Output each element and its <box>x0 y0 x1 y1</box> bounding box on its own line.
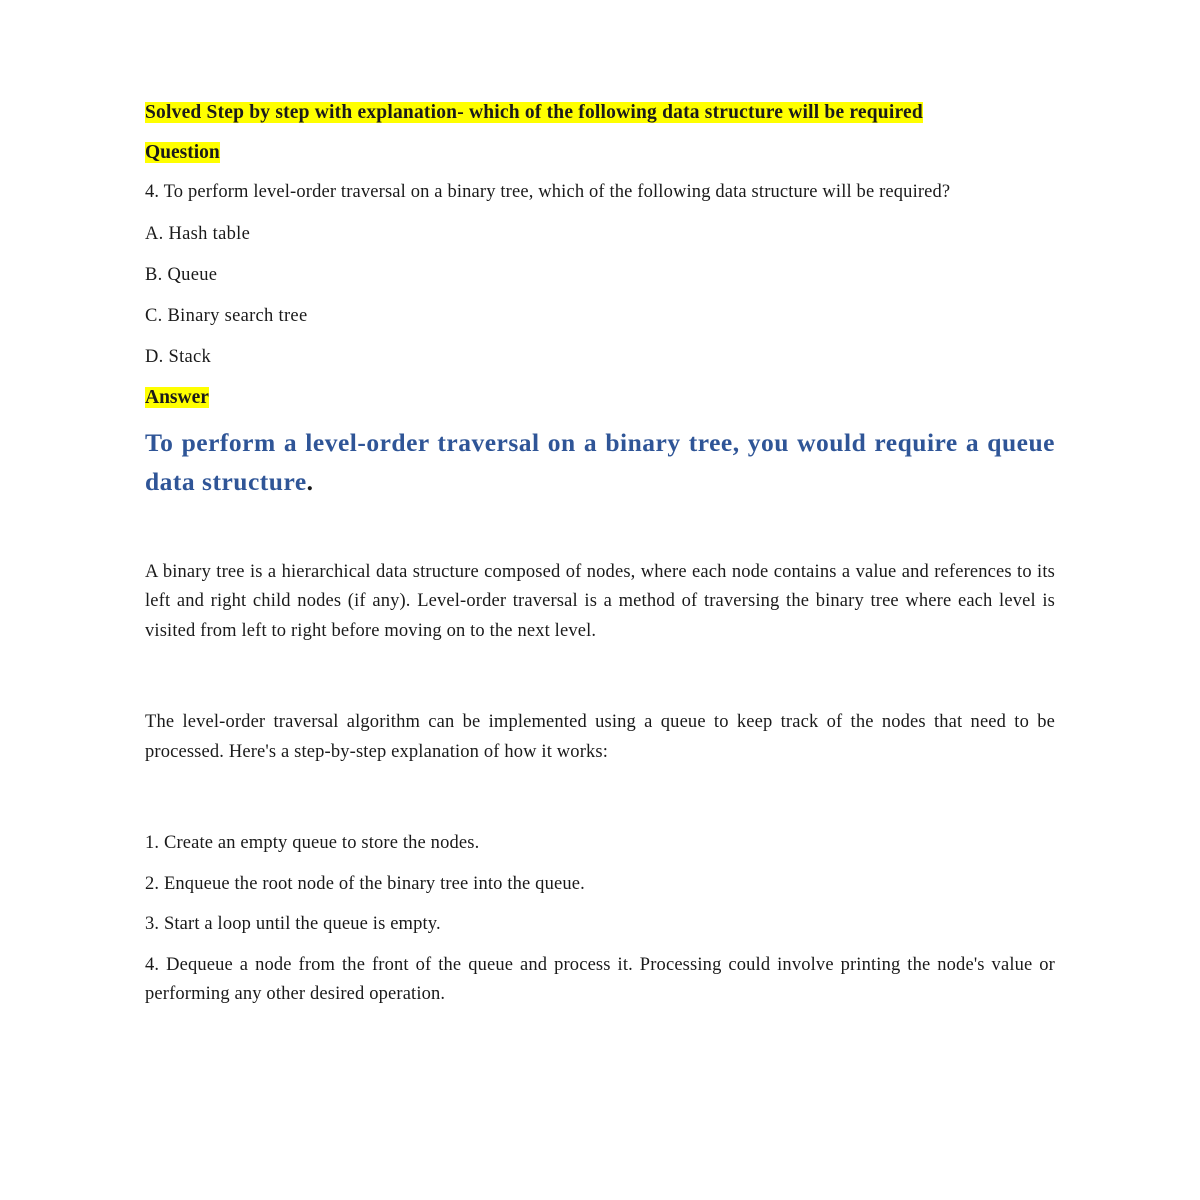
spacer <box>145 502 1055 558</box>
step-1: 1. Create an empty queue to store the nodes. <box>145 833 480 853</box>
step-2: 2. Enqueue the root node of the binary tree into the queue. <box>145 873 585 894</box>
explanation-paragraph-2: The level-order traversal algorithm can be implemented using a queue to keep track of the nodes that need to be processed. Here's a step-by-step explanation of how it works: <box>145 712 1055 762</box>
question-label-highlight: Question <box>145 142 220 163</box>
question-label <box>145 138 1055 168</box>
answer-text <box>145 423 1055 502</box>
answer-label-highlight: Answer <box>145 386 209 408</box>
document-page <box>145 98 1055 1021</box>
answer-main: To perform a level-order traversal on a binary tree, you would require a queue data structure <box>145 427 1055 496</box>
document-title <box>145 98 1055 128</box>
spacer <box>145 778 1055 829</box>
question-text: 4. To perform level-order traversal on a binary tree, which of the following data structure will be required? <box>145 182 951 202</box>
answer-label <box>145 383 1055 413</box>
spacer <box>145 657 1055 708</box>
option-c: C. Binary search tree <box>145 305 308 326</box>
option-d: D. Stack <box>145 346 212 367</box>
explanation-paragraph-1: A binary tree is a hierarchical data structure composed of nodes, where each node contains a value and references to its left and right child nodes (if any). Level-order traversal is a method of traversing the binary tree where each level is visited from left to right before moving on to the next level. <box>145 561 1055 641</box>
title-highlight: Solved Step by step with explanation- which of the following data structure will be required <box>145 102 923 123</box>
option-a: A. Hash table <box>145 223 251 244</box>
option-b: B. Queue <box>145 264 218 285</box>
answer-end-mark: . <box>306 467 314 496</box>
step-4: 4. Dequeue a node from the front of the queue and process it. Processing could involve printing the node's value or performing any other desired operation. <box>145 954 1055 1004</box>
step-3: 3. Start a loop until the queue is empty. <box>145 914 441 934</box>
